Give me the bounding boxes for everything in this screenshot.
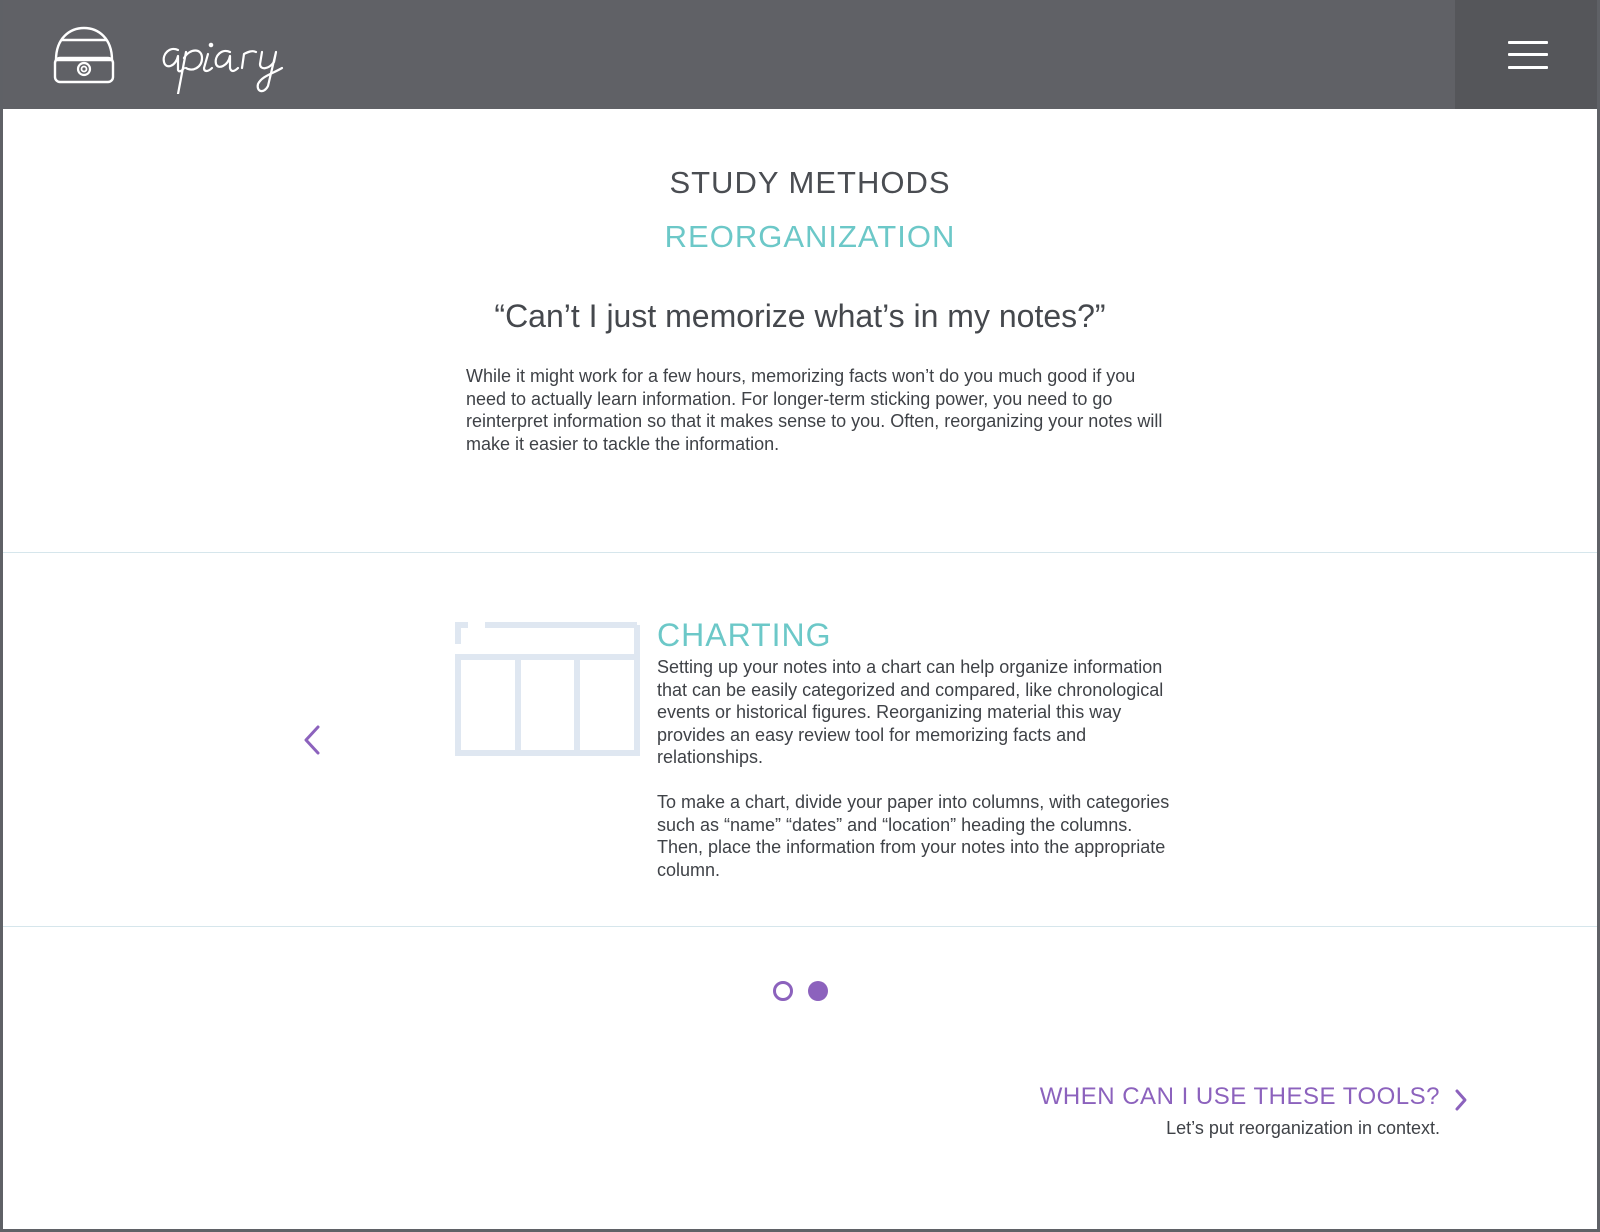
chevron-left-icon[interactable] [300, 722, 324, 758]
apiary-wordmark[interactable] [158, 18, 318, 94]
section-subtitle: REORGANIZATION [664, 219, 956, 254]
card-body [657, 656, 1177, 881]
pagination-dot-1[interactable] [773, 981, 793, 1001]
intro-paragraph: While it might work for a few hours, memorizing facts won’t do you much good if you need to actually learn information. For longer-term sticking power, you need to go reinterpret information so that it makes sense to you. Often, reorganizing your notes will make it easier to tackle the information. [466, 366, 1163, 454]
card-paragraph: Setting up your notes into a chart can help organize information that can be easily categorized and compared, like chronological events or historical figures. Reorganizing material this way provides an easy review tool for memorizing facts and relationships. [657, 657, 1164, 767]
pagination-dot-2-active[interactable] [808, 981, 828, 1001]
next-section-link[interactable]: WHEN CAN I USE THESE TOOLS? [1039, 1083, 1440, 1110]
hamburger-menu-icon [1508, 41, 1548, 69]
divider [0, 552, 1600, 553]
top-navigation-bar [0, 0, 1600, 109]
chart-table-icon [455, 622, 640, 756]
carousel-pagination [773, 981, 828, 1001]
card-paragraph: To make a chart, divide your paper into columns, with categories such as “name” “dates” and “location” heading the columns. Then, place the information from your notes into the appropriate column. [657, 792, 1170, 880]
next-section-sublabel: Let’s put reorganization in context. [1166, 1118, 1440, 1138]
divider [0, 926, 1600, 927]
beehive-icon[interactable] [52, 22, 116, 86]
section-title: STUDY METHODS [669, 165, 951, 200]
question-heading: “Can’t I just memorize what’s in my notes?” [494, 298, 1106, 334]
card-title: CHARTING [657, 617, 832, 653]
chevron-right-icon[interactable] [1452, 1087, 1470, 1113]
menu-button[interactable] [1455, 0, 1600, 109]
